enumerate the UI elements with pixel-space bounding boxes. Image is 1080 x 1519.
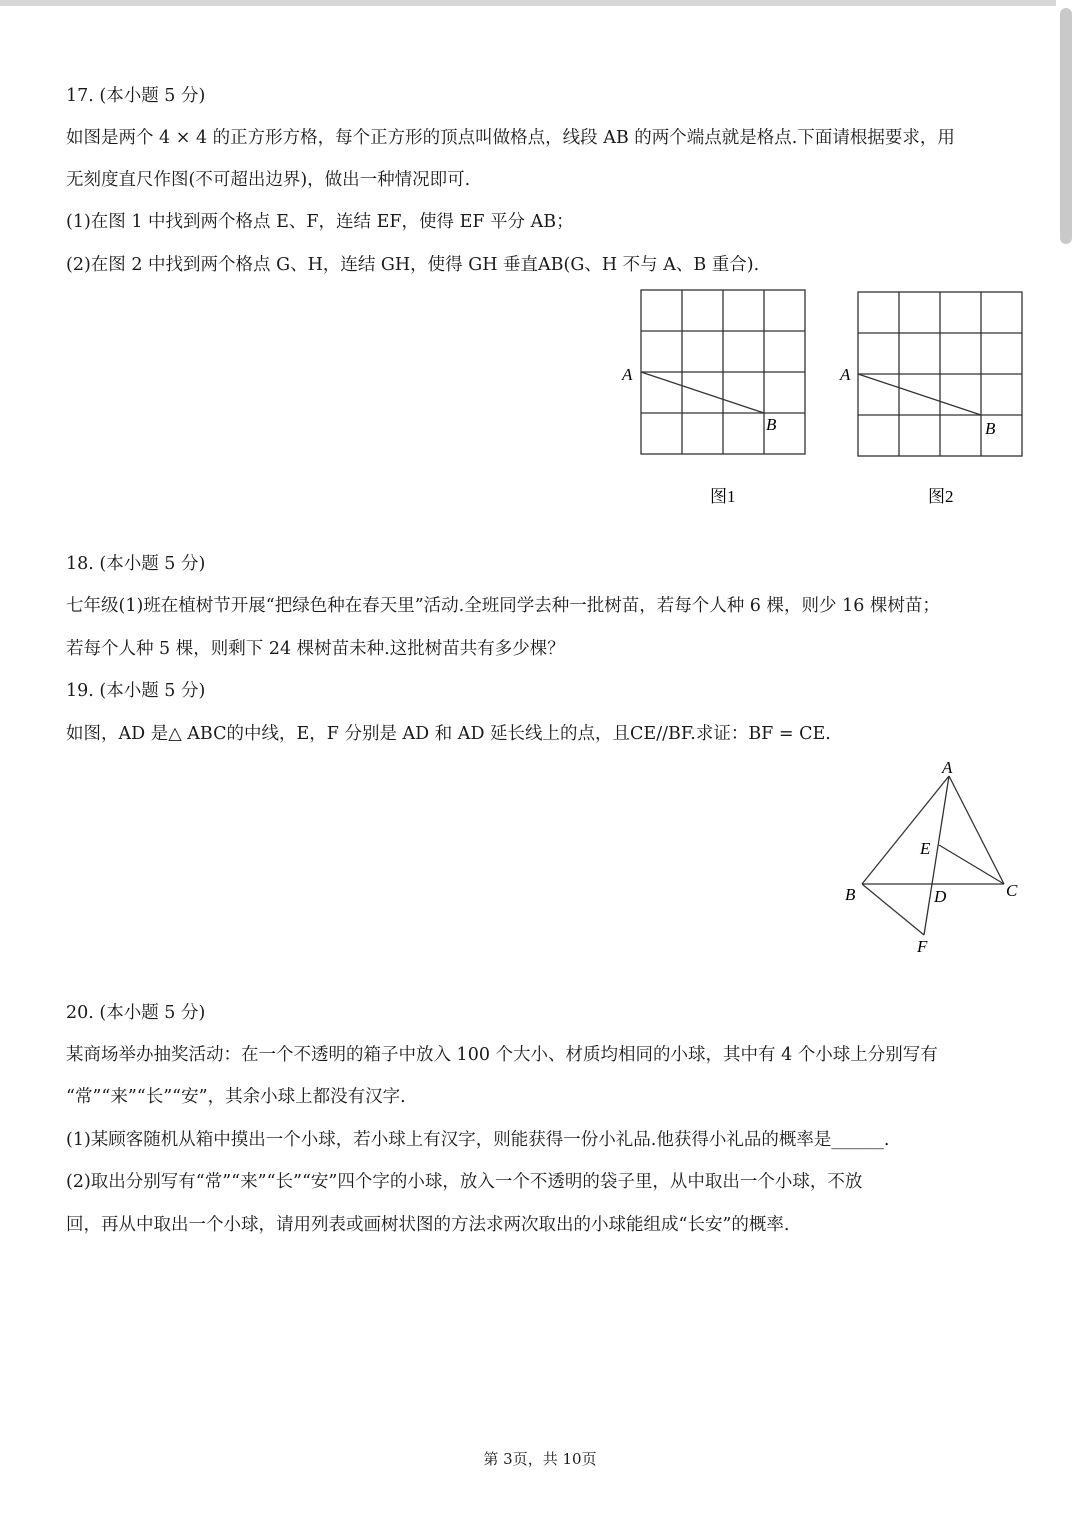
segment-ab	[862, 776, 949, 884]
q17-figure-2	[832, 282, 1032, 517]
point-c-label: C	[1006, 881, 1018, 900]
q18-header: 18. (本小题 5 分)	[66, 554, 206, 574]
scrollbar[interactable]	[1056, 0, 1080, 1519]
grid-4x4	[858, 292, 1022, 456]
point-e-label: E	[920, 839, 931, 858]
q17-header: 17. (本小题 5 分)	[66, 86, 206, 106]
q20-text-5: 回，再从中取出一个小球，请用列表或画树状图的方法求两次取出的小球能组成“长安”的概率.	[66, 1215, 790, 1235]
figure-caption: 图2	[928, 487, 954, 506]
point-f-label: F	[917, 937, 928, 956]
q20-header: 20. (本小题 5 分)	[66, 1003, 206, 1023]
point-a-label: A	[840, 365, 851, 384]
q17-figure-1	[615, 282, 815, 517]
q20-text-3: (1)某顾客随机从箱中摸出一个小球，若小球上有汉字，则能获得一份小礼品.他获得小礼品的概率是______.	[66, 1130, 890, 1150]
figure-caption: 图1	[710, 487, 736, 506]
q19-header: 19. (本小题 5 分)	[66, 681, 206, 701]
point-d-label: D	[934, 887, 947, 906]
q19-triangle-figure	[836, 752, 1036, 962]
q18-text-2: 若每个人种 5 棵，则剩下 24 棵树苗未种.这批树苗共有多少棵？	[66, 639, 565, 659]
segment-bf	[862, 884, 924, 935]
point-b-label: B	[766, 415, 777, 434]
segment-ab	[858, 374, 981, 415]
grid-4x4	[641, 290, 805, 454]
q17-text-2: 无刻度直尺作图(不可超出边界)，做出一种情况即可.	[66, 170, 471, 190]
q18-text-1: 七年级(1)班在植树节开展“把绿色种在春天里”活动.全班同学去种一批树苗，若每个人种 6 棵，则少 16 棵树苗；	[66, 596, 940, 616]
scrollbar-thumb[interactable]	[1060, 8, 1072, 244]
top-bar	[0, 0, 1080, 6]
point-a-label: A	[942, 758, 953, 777]
point-b-label: B	[985, 419, 996, 438]
point-a-label: A	[622, 365, 633, 384]
page-number-footer: 第 3页，共 10页	[483, 1450, 597, 1468]
q20-text-4: (2)取出分别写有“常”“来”“长”“安”四个字的小球，放入一个不透明的袋子里，从中取出一个小球，不放	[66, 1172, 863, 1192]
q17-text-1: 如图是两个 4 × 4 的正方形方格，每个正方形的顶点叫做格点，线段 AB 的两个端点就是格点.下面请根据要求，用	[66, 128, 955, 148]
q17-text-4: (2)在图 2 中找到两个格点 G、H，连结 GH，使得 GH 垂直AB(G、H 不与 A、B 重合).	[66, 255, 760, 275]
segment-ab	[641, 372, 764, 413]
q20-text-2: “常”“来”“长”“安”，其余小球上都没有汉字.	[66, 1087, 406, 1107]
q19-text-1: 如图，AD 是△ ABC的中线，E，F 分别是 AD 和 AD 延长线上的点，且CE//BF.求证：BF = CE.	[66, 724, 831, 744]
q20-text-1: 某商场举办抽奖活动：在一个不透明的箱子中放入 100 个大小、材质均相同的小球，其中有 4 个小球上分别写有	[66, 1045, 938, 1065]
q17-text-3: (1)在图 1 中找到两个格点 E、F，连结 EF，使得 EF 平分 AB；	[66, 212, 574, 232]
point-b-label: B	[845, 885, 856, 904]
